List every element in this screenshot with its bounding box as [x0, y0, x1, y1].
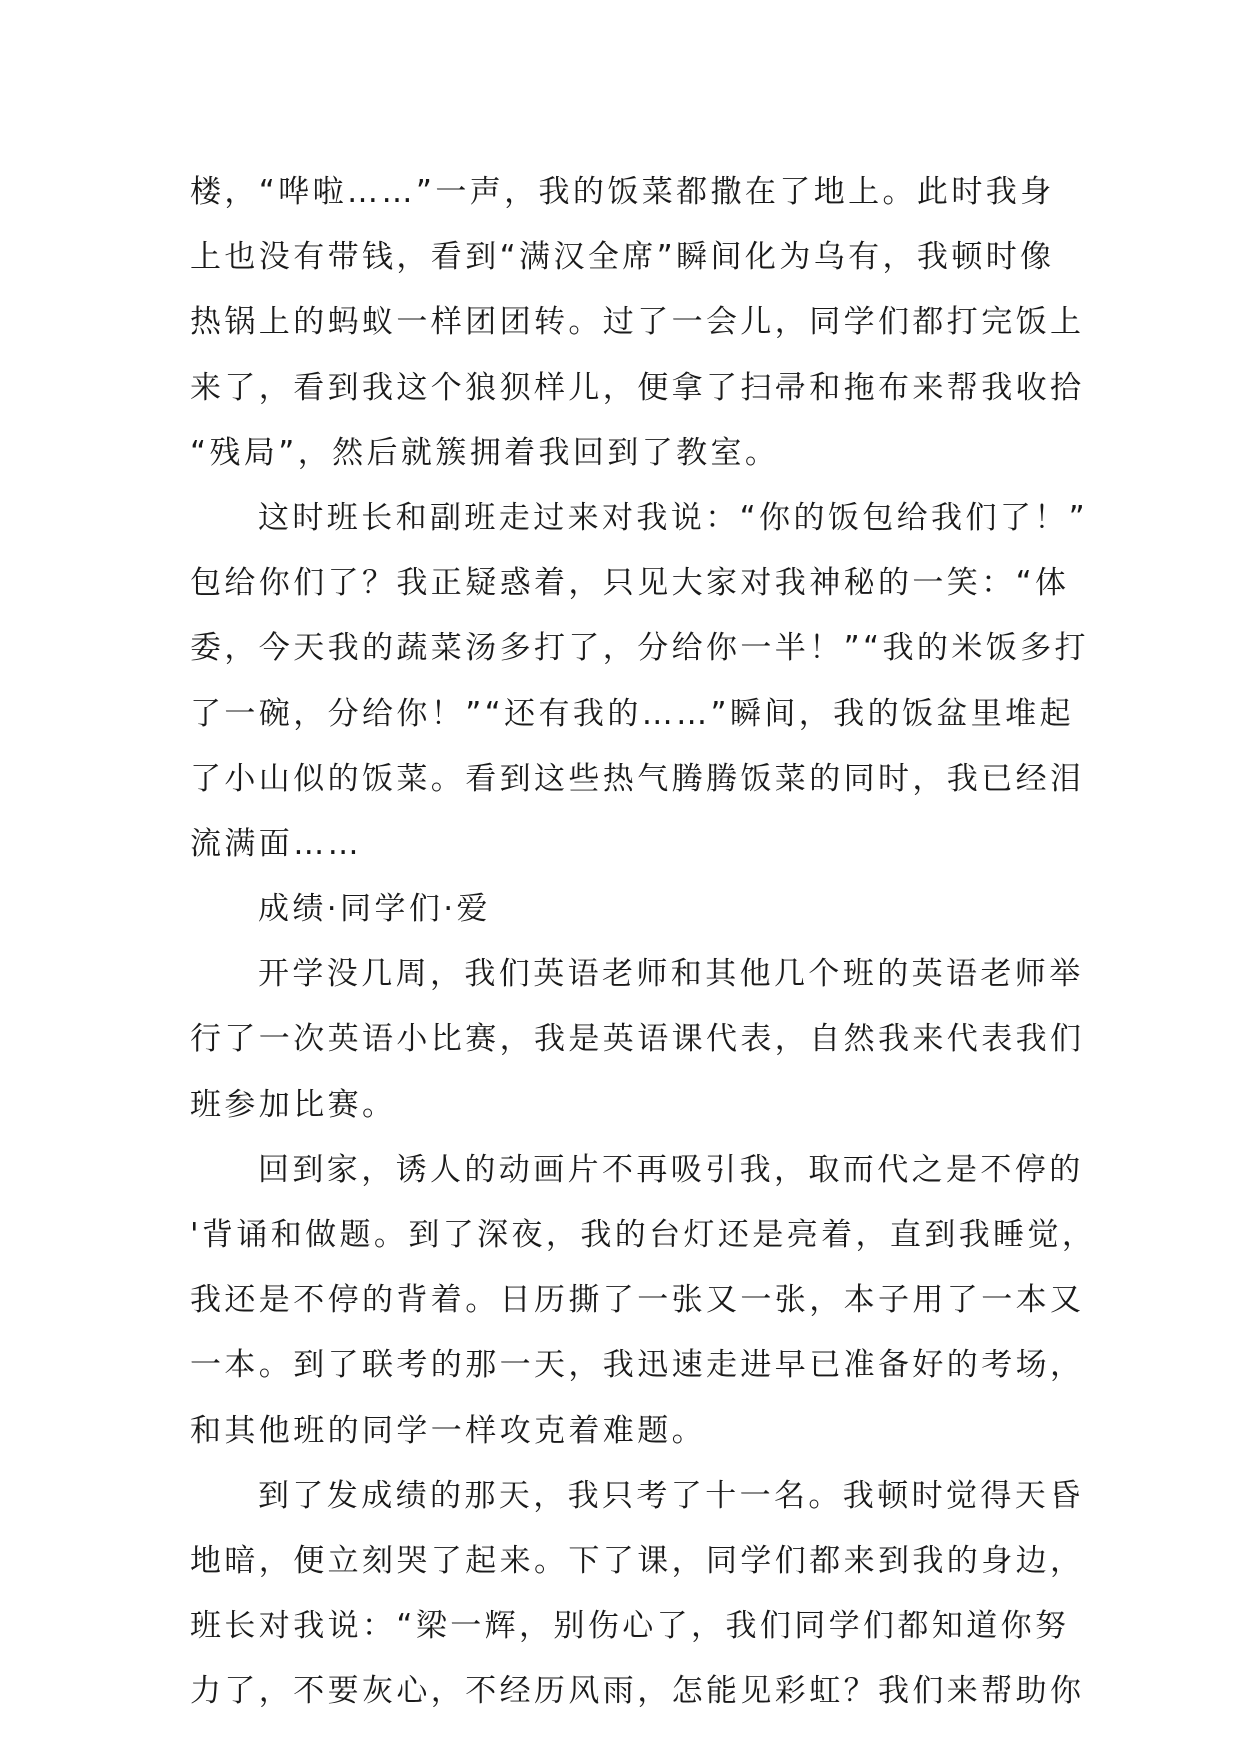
- text-line: 回到家，诱人的动画片不再吸引我，取而代之是不停的: [258, 1151, 1084, 1188]
- section-heading: 成绩·同学们·爱: [258, 891, 491, 928]
- text-line: 一本。到了联考的那一天，我迅速走进早已准备好的考场，: [190, 1347, 1085, 1384]
- text-line: 行了一次英语小比赛，我是英语课代表，自然我来代表我们: [190, 1021, 1085, 1058]
- text-line: 了小山似的饭菜。看到这些热气腾腾饭菜的同时，我已经泪: [190, 760, 1085, 797]
- text-line: 我还是不停的背着。日历撕了一张又一张，本子用了一本又: [190, 1282, 1085, 1319]
- text-line: 楼，“哗啦……”一声，我的饭菜都撒在了地上。此时我身: [190, 174, 1055, 210]
- text-line: 了一碗，分给你！”“还有我的……”瞬间，我的饭盆里堆起: [190, 695, 1074, 732]
- text-line: 流满面……: [190, 825, 362, 862]
- text-line: “残局”，然后就簇拥着我回到了教室。: [190, 434, 780, 471]
- text-line: 上也没有带钱，看到“满汉全席”瞬间化为乌有，我顿时像: [190, 239, 1055, 276]
- text-line: 包给你们了？我正疑惑着，只见大家对我神秘的一笑：“体: [190, 565, 1070, 602]
- text-line: 到了发成绩的那天，我只考了十一名。我顿时觉得天昏: [258, 1477, 1084, 1514]
- body-text: [190, 160, 1097, 1725]
- text-line: '背诵和做题。到了深夜，我的台灯还是亮着，直到我睡觉，: [190, 1217, 1097, 1253]
- text-line: 和其他班的同学一样攻克着难题。: [190, 1412, 706, 1449]
- text-line: 委，今天我的蔬菜汤多打了，分给你一半！”“我的米饭多打: [190, 630, 1089, 667]
- text-line: 开学没几周，我们英语老师和其他几个班的英语老师举: [258, 956, 1084, 993]
- text-line: 热锅上的蚂蚁一样团团转。过了一会儿，同学们都打完饭上: [190, 304, 1085, 341]
- text-line: 来了，看到我这个狼狈样儿，便拿了扫帚和拖布来帮我收拾: [190, 369, 1085, 406]
- text-line: 地暗，便立刻哭了起来。下了课，同学们都来到我的身边，: [190, 1542, 1085, 1579]
- text-line: 力了，不要灰心，不经历风雨，怎能见彩虹？我们来帮助你: [190, 1673, 1085, 1710]
- text-line: 班参加比赛。: [190, 1086, 397, 1123]
- text-line: 这时班长和副班走过来对我说：“你的饭包给我们了！”: [258, 499, 1089, 536]
- text-line: 班长对我说：“梁一辉，别伤心了，我们同学们都知道你努: [190, 1608, 1070, 1645]
